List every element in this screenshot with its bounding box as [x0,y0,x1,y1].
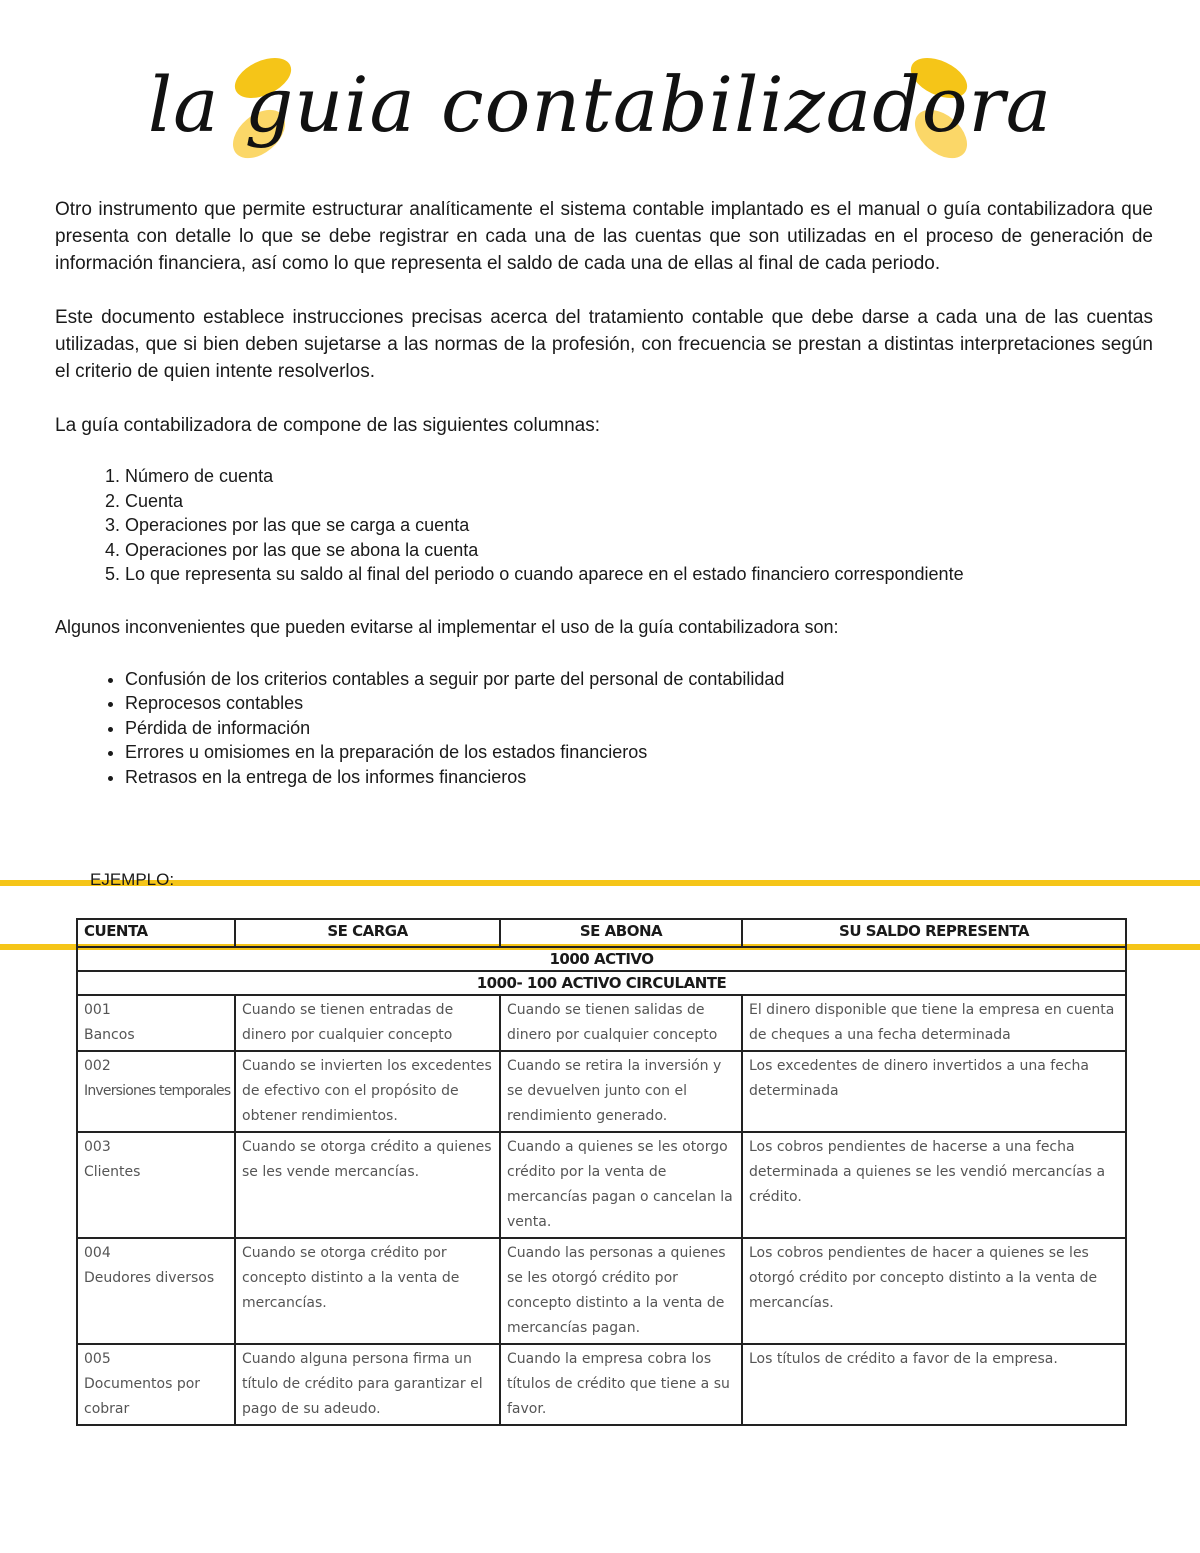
abona-cell: Cuando se retira la inversión y se devuelven junto con el rendimiento generado. [500,1051,742,1132]
header-cuenta: CUENTA [77,919,235,947]
section-row [77,971,1126,995]
carga-cell: Cuando alguna persona firma un título de crédito para garantizar el pago de su adeudo. [235,1344,500,1425]
example-label: EJEMPLO: [90,870,175,889]
list-item: 2. Cuenta [125,489,1153,514]
table-header-row [77,919,1126,947]
list-item: • Errores u omisiomes en la preparación de los estados financieros [125,740,1153,765]
header-se-carga: SE CARGA [235,919,500,947]
carga-cell: Cuando se otorga crédito por concepto distinto a la venta de mercancías. [235,1238,500,1344]
account-cell [77,995,235,1051]
intro-paragraph-4: Algunos inconvenientes que pueden evitarse al implementar el uso de la guía contabilizadora son: [55,616,839,637]
account-code: 004 [84,1245,111,1261]
list-item: • Confusión de los criterios contables a seguir por parte del personal de contabilidad [125,667,1153,692]
account-cell [77,1132,235,1238]
header-su-saldo: SU SALDO REPRESENTA [742,919,1126,947]
saldo-cell: Los cobros pendientes de hacer a quienes se les otorgó crédito por concepto distinto a la venta de mercancías. [742,1238,1126,1344]
account-name: Bancos [84,1027,135,1043]
carga-cell: Cuando se otorga crédito a quienes se les vende mercancías. [235,1132,500,1238]
abona-cell: Cuando las personas a quienes se les otorgó crédito por concepto distinto a la venta de mercancías pagan. [500,1238,742,1344]
list-item: 5. Lo que representa su saldo al final del periodo o cuando aparece en el estado financiero correspondiente [125,562,1153,587]
section-row [77,947,1126,971]
title-banner [0,40,1200,170]
account-name: Documentos por cobrar [84,1376,201,1417]
carga-cell: Cuando se tienen entradas de dinero por cualquier concepto [235,995,500,1051]
table-row [77,1132,1126,1238]
section-activo-circulante: 1000- 100 ACTIVO CIRCULANTE [77,971,1126,995]
carga-cell: Cuando se invierten los excedentes de efectivo con el propósito de obtener rendimientos. [235,1051,500,1132]
accounting-guide-table [76,918,1127,1426]
account-cell [77,1238,235,1344]
list-item: • Reprocesos contables [125,691,1153,716]
section-activo: 1000 ACTIVO [77,947,1126,971]
table-row [77,995,1126,1051]
account-code: 003 [84,1139,111,1155]
abona-cell: Cuando a quienes se les otorgo crédito por la venta de mercancías pagan o cancelan la venta. [500,1132,742,1238]
account-code: 002 [84,1058,111,1074]
intro-section [55,196,1153,789]
abona-cell: Cuando se tienen salidas de dinero por cualquier concepto [500,995,742,1051]
account-name: Inversiones temporales [84,1083,231,1099]
list-item: • Retrasos en la entrega de los informes financieros [125,765,1153,790]
saldo-cell: Los excedentes de dinero invertidos a una fecha determinada [742,1051,1126,1132]
page-title: la guia contabilizadora [147,60,1053,149]
intro-paragraph-2: Este documento establece instrucciones precisas acerca del tratamiento contable que debe darse a cada una de las cuentas utilizadas, que si bien deben sujetarse a las normas de la profesión, con frecuencia se prestan a distintas interpretaciones según el criterio de quien intente resolverlos. [55,307,1153,382]
list-item: 4. Operaciones por las que se abona la cuenta [125,538,1153,563]
table-row [77,1238,1126,1344]
account-cell [77,1344,235,1425]
divider-rule [0,880,1200,886]
issues-list [55,667,1153,790]
intro-paragraph-1: Otro instrumento que permite estructurar analíticamente el sistema contable implantado es el manual o guía contabilizadora que presenta con detalle lo que se debe registrar en cada una de las cuentas que son utilizadas en el proceso de generación de información financiera, así como lo que representa el saldo de cada una de ellas al final de cada periodo. [55,199,1153,274]
account-code: 005 [84,1351,111,1367]
header-se-abona: SE ABONA [500,919,742,947]
list-item: 1. Número de cuenta [125,464,1153,489]
saldo-cell: Los títulos de crédito a favor de la empresa. [742,1344,1126,1425]
list-item: • Pérdida de información [125,716,1153,741]
account-name: Clientes [84,1164,141,1180]
columns-list [55,464,1153,587]
saldo-cell: El dinero disponible que tiene la empresa en cuenta de cheques a una fecha determinada [742,995,1126,1051]
table-row [77,1344,1126,1425]
intro-paragraph-3: La guía contabilizadora de compone de las siguientes columnas: [55,415,601,436]
abona-cell: Cuando la empresa cobra los títulos de crédito que tiene a su favor. [500,1344,742,1425]
account-cell [77,1051,235,1132]
list-item: 3. Operaciones por las que se carga a cuenta [125,513,1153,538]
saldo-cell: Los cobros pendientes de hacerse a una fecha determinada a quienes se les vendió mercancías a crédito. [742,1132,1126,1238]
table-row [77,1051,1126,1132]
account-code: 001 [84,1002,111,1018]
account-name: Deudores diversos [84,1270,215,1286]
